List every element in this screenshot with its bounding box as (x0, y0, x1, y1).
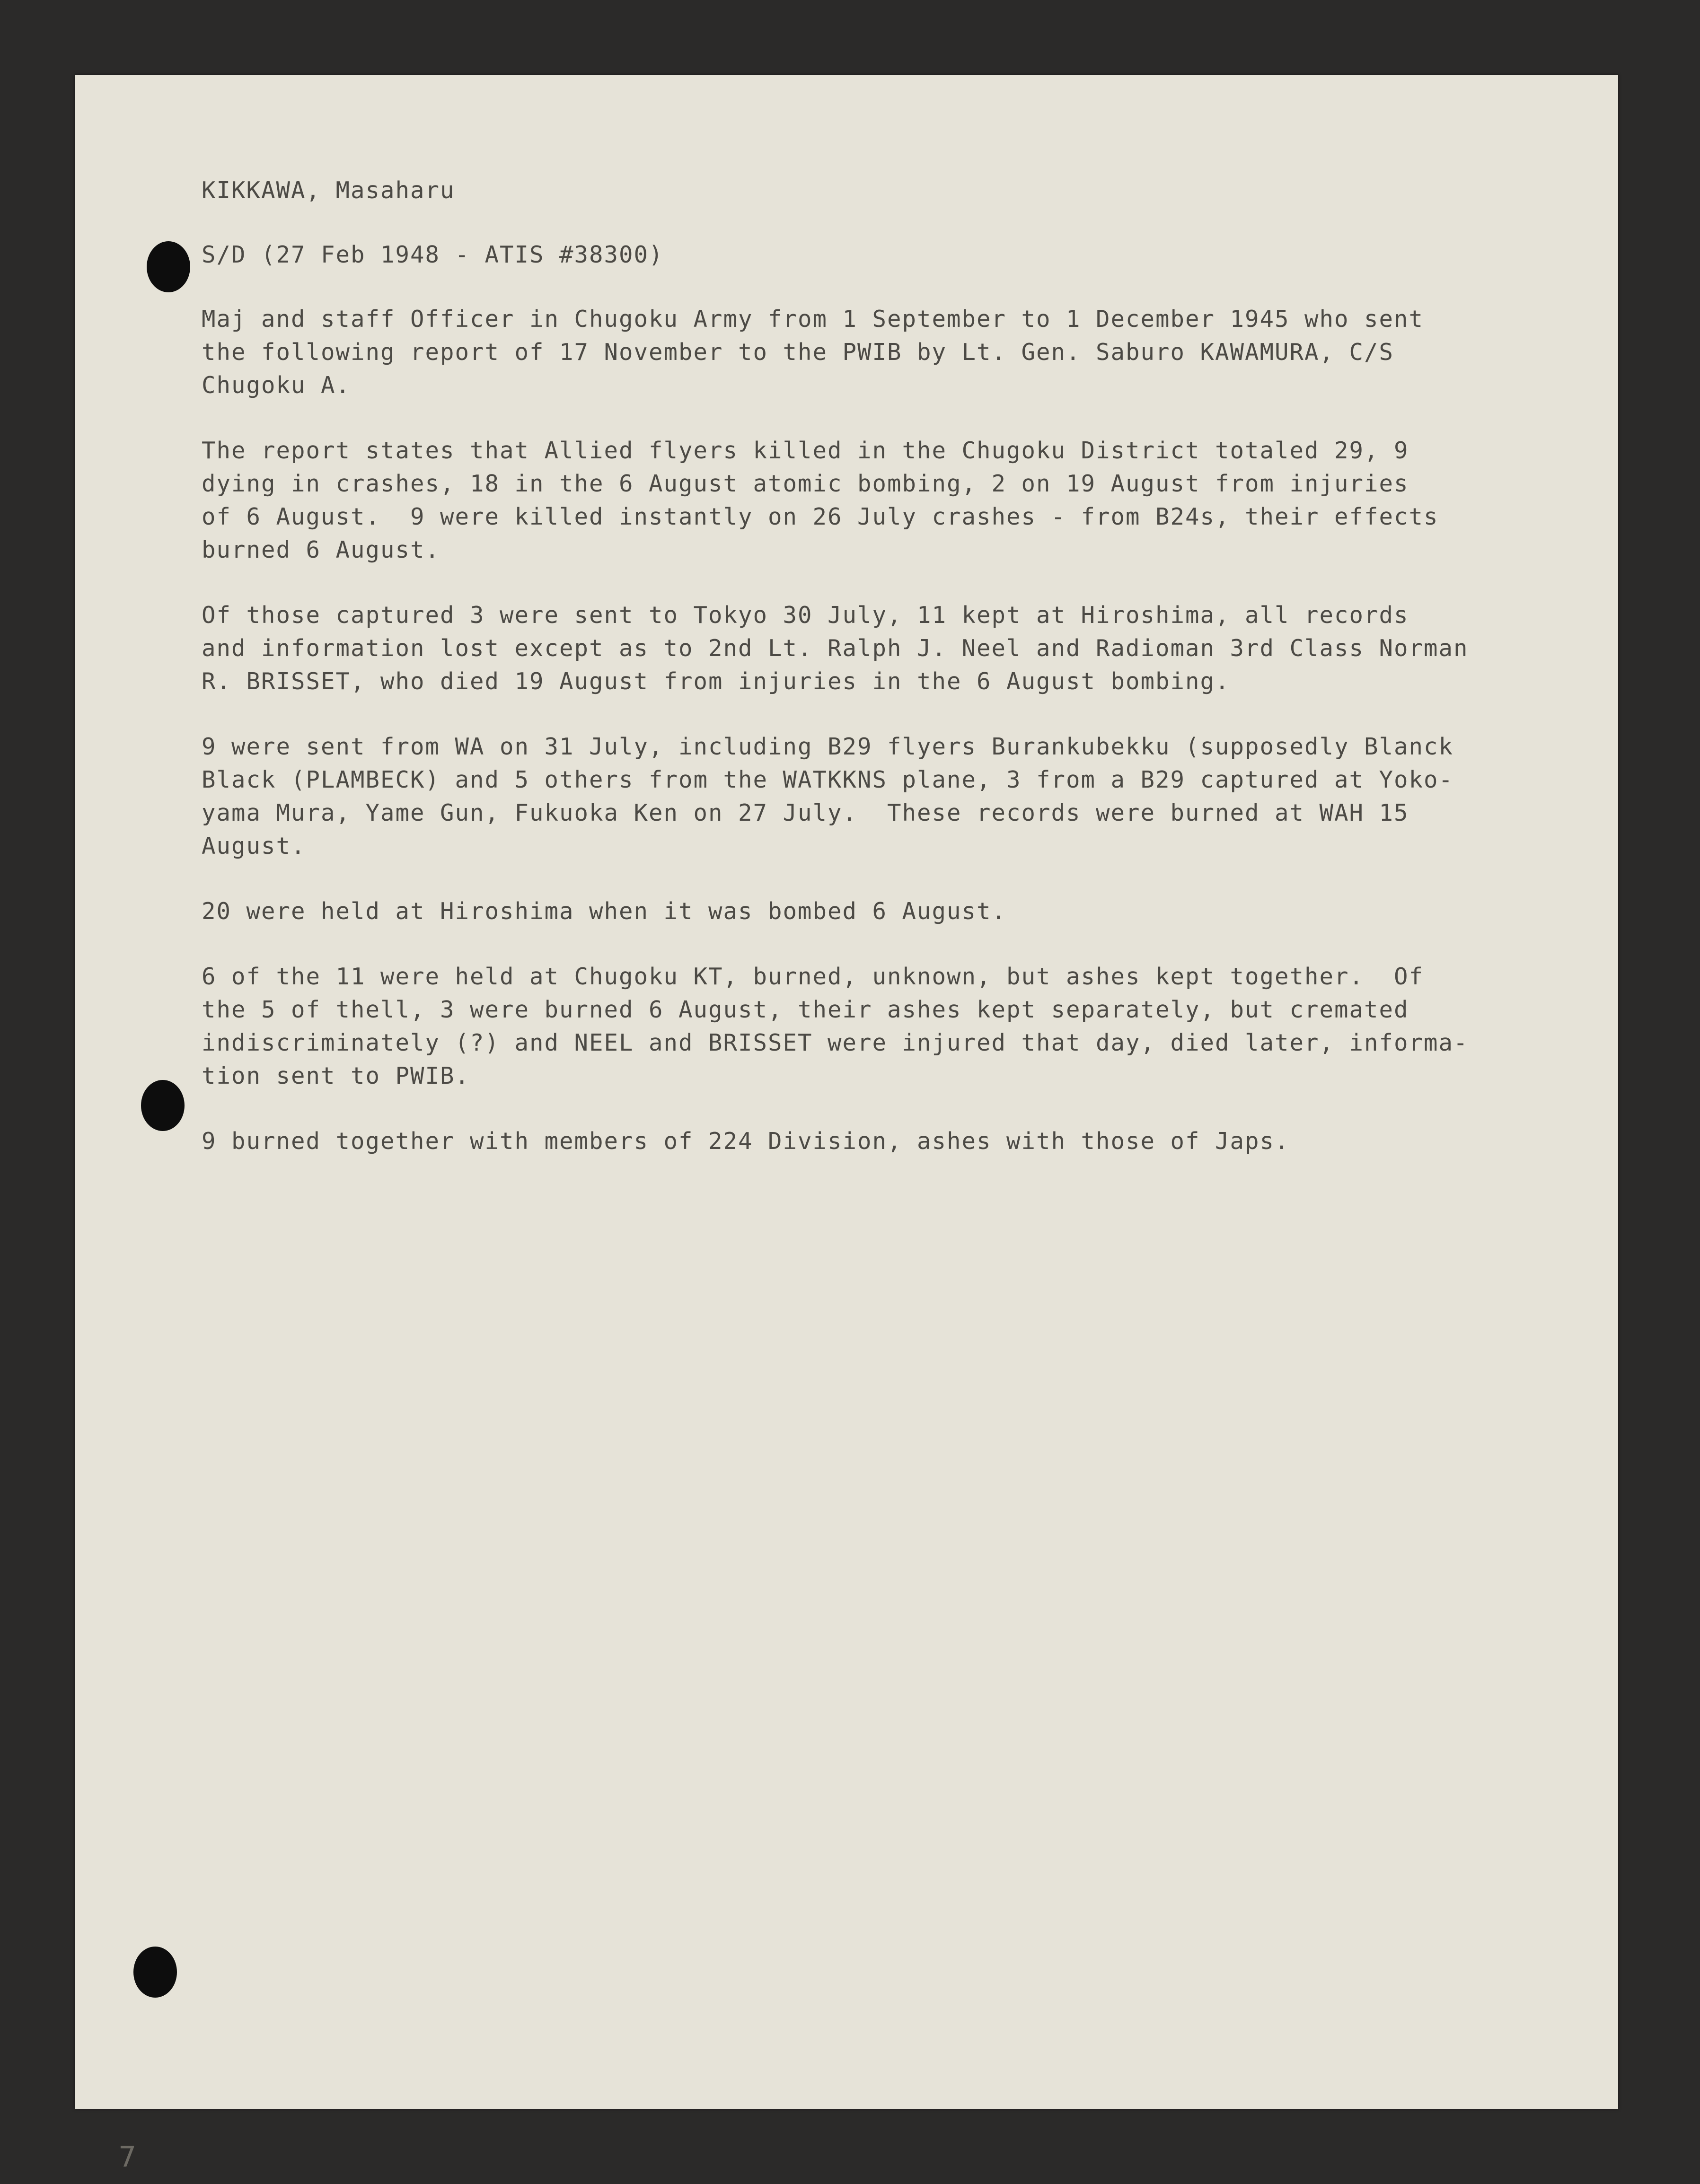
text-line: indiscriminately (?) and NEEL and BRISSET were injured that day, died later, informa- (202, 1029, 1469, 1056)
subject-name (202, 174, 1602, 207)
subject-name-text: KIKKAWA, Masaharu (202, 177, 455, 204)
text-line: August. (202, 833, 306, 860)
punch-hole (147, 241, 190, 292)
text-line: 9 were sent from WA on 31 July, including B29 flyers Burankubekku (supposedly Blanck (202, 733, 1454, 760)
paragraph (202, 895, 1602, 928)
text-line: 20 were held at Hiroshima when it was bombed 6 August. (202, 898, 1007, 925)
text-line: Black (PLAMBECK) and 5 others from the WATKKNS plane, 3 from a B29 captured at Yoko- (202, 766, 1454, 793)
text-line: The report states that Allied flyers killed in the Chugoku District totaled 29, 9 (202, 437, 1409, 464)
corner-mark: 7 (118, 2140, 137, 2174)
text-line: Of those captured 3 were sent to Tokyo 30 July, 11 kept at Hiroshima, all records (202, 602, 1409, 629)
paragraph (202, 303, 1602, 402)
text-line: Maj and staff Officer in Chugoku Army from 1 September to 1 December 1945 who sent (202, 306, 1424, 333)
text-line: 6 of the 11 were held at Chugoku KT, burned, unknown, but ashes kept together. Of (202, 963, 1424, 990)
text-line: the following report of 17 November to the PWIB by Lt. Gen. Saburo KAWAMURA, C/S (202, 339, 1394, 366)
paragraph (202, 960, 1602, 1093)
text-line: R. BRISSET, who died 19 August from injuries in the 6 August bombing. (202, 668, 1230, 695)
paragraph (202, 434, 1602, 567)
text-line: tion sent to PWIB. (202, 1062, 470, 1089)
text-line: burned 6 August. (202, 536, 440, 563)
paragraph (202, 730, 1602, 863)
paragraph (202, 599, 1602, 698)
source-reference-text: S/D (27 Feb 1948 - ATIS #38300) (202, 241, 664, 268)
punch-hole (141, 1080, 185, 1131)
text-line: of 6 August. 9 were killed instantly on 26 July crashes - from B24s, their effects (202, 503, 1439, 530)
text-line: yama Mura, Yame Gun, Fukuoka Ken on 27 July. These records were burned at WAH 15 (202, 799, 1409, 826)
text-line: 9 burned together with members of 224 Division, ashes with those of Japs. (202, 1128, 1290, 1155)
text-line: and information lost except as to 2nd Lt. Ralph J. Neel and Radioman 3rd Class Norman (202, 635, 1469, 662)
text-line: Chugoku A. (202, 372, 351, 399)
paragraph (202, 1125, 1602, 1158)
source-reference (202, 238, 1602, 272)
document-page (75, 75, 1618, 2109)
text-line: the 5 of thell, 3 were burned 6 August, their ashes kept separately, but cremated (202, 996, 1409, 1023)
text-line: dying in crashes, 18 in the 6 August atomic bombing, 2 on 19 August from injuries (202, 470, 1409, 497)
punch-hole (133, 1947, 177, 1998)
document-body (202, 174, 1602, 1190)
